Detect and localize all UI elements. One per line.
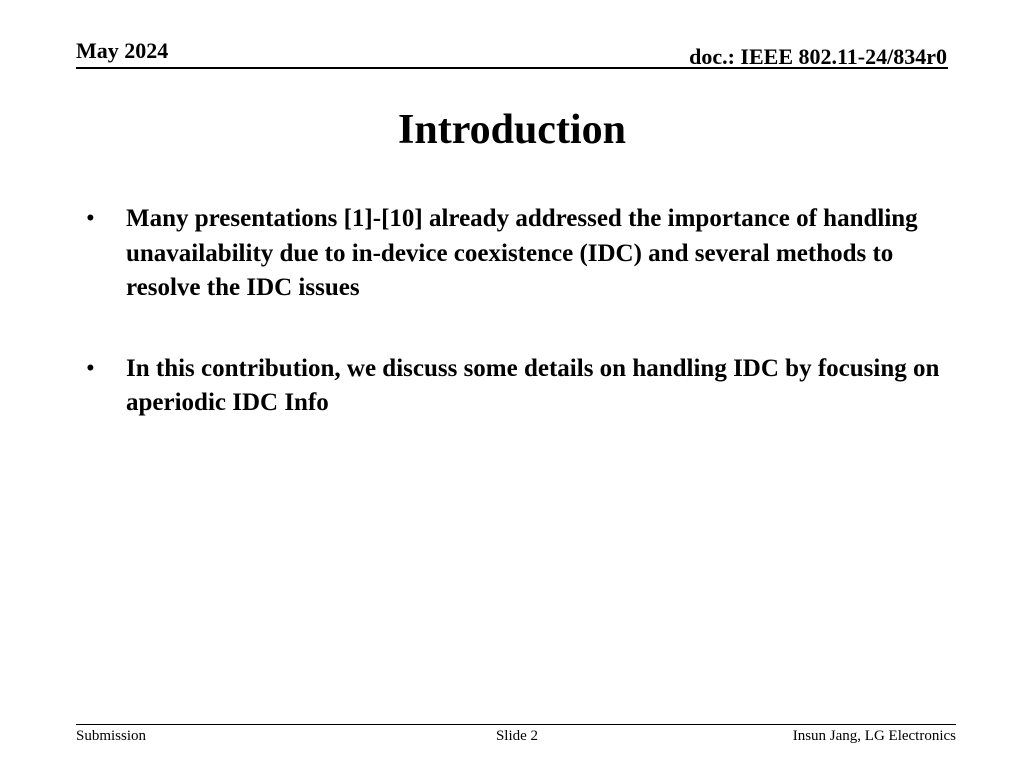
footer-submission: Submission [76,728,147,744]
slide-title: Introduction [398,107,626,153]
header-date: May 2024 [76,38,169,63]
bullet-marker: • [86,205,95,232]
header-doc-id: doc.: IEEE 802.11-24/834r0 [689,44,947,69]
bullet-list [86,202,946,467]
footer-slide-number: Slide 2 [495,728,539,744]
footer-divider [76,724,956,725]
bullet-marker: • [86,354,95,382]
header-divider [76,67,948,69]
bullet-item [86,352,946,421]
bullet-text: In this contribution, we discuss some details on handling IDC by focusing on aperiodic IDC Info [126,354,940,416]
footer-author: Insun Jang, LG Electronics [792,728,956,744]
bullet-text: Many presentations [1]-[10] already addressed the importance of handling unavailability due to in-device coexistence (IDC) and several methods to resolve the IDC issues [126,205,918,301]
bullet-item [86,202,946,306]
